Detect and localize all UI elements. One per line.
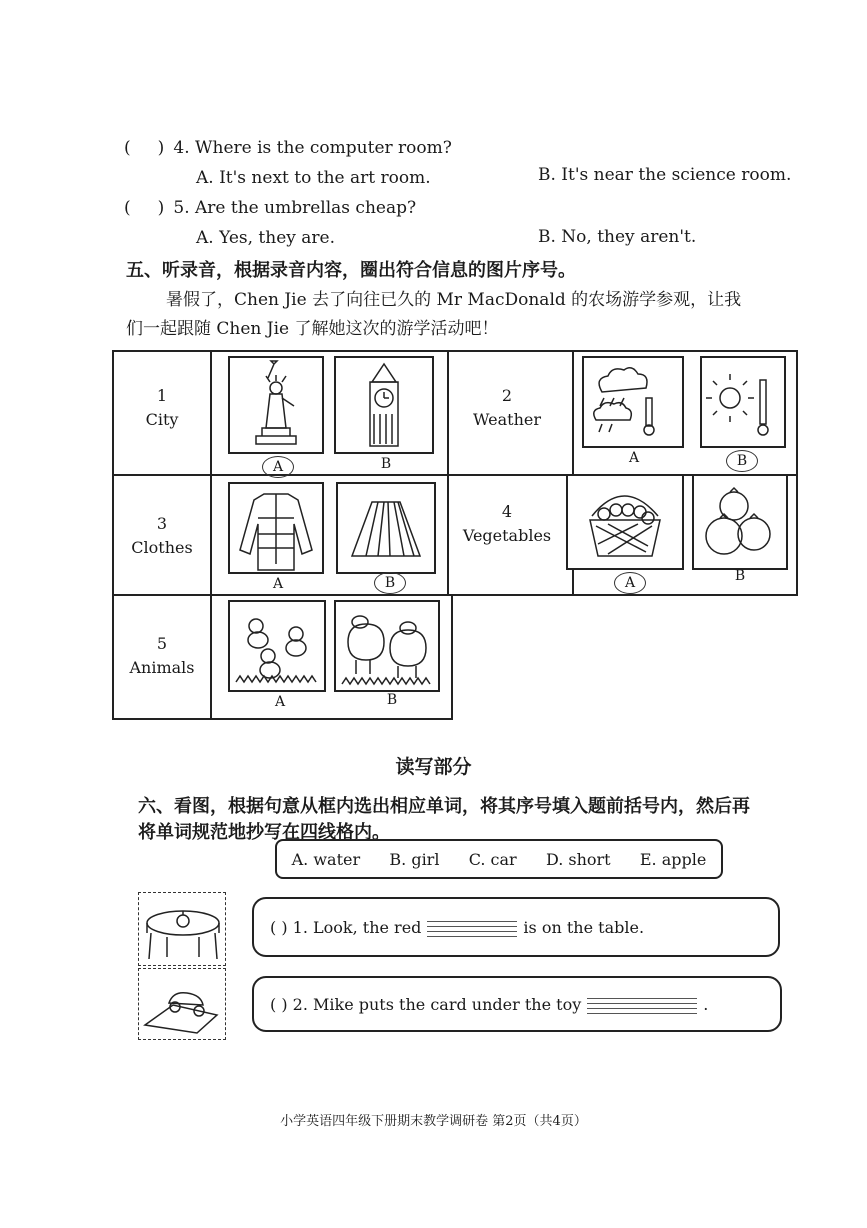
sentence-1 (252, 897, 780, 957)
statue-of-liberty-icon[interactable] (228, 356, 324, 454)
option-a[interactable]: A (628, 450, 640, 466)
four-line-grid[interactable] (427, 917, 517, 937)
option-b-circled[interactable]: B (380, 572, 400, 594)
section6-heading: 六、看图，根据句意从框内选出相应单词，将其序号填入题前括号内，然后再 (138, 796, 750, 817)
sentence-text: is on the table. (523, 917, 645, 937)
section5-intro-2: 们一起跟随 Chen Jie 了解她这次的游学活动吧！ (126, 319, 499, 339)
option-a-circled[interactable]: A (268, 456, 288, 478)
item-label-clothes: 3 Clothes (131, 514, 193, 557)
answer-paren[interactable]: ( ) 1. Look, the red (270, 917, 422, 937)
item-label-weather: 2 Weather (473, 386, 541, 429)
question-text: 5. Are the umbrellas cheap? (173, 198, 417, 218)
sentence-2 (252, 976, 782, 1032)
sunny-hot-icon[interactable] (700, 356, 786, 448)
answer-paren[interactable]: ( ) (124, 138, 165, 158)
answer-paren[interactable]: ( ) (124, 198, 165, 218)
option-a[interactable]: A (274, 694, 286, 710)
section5-heading: 五、听录音，根据录音内容，圈出符合信息的图片序号。 (126, 260, 576, 281)
rainy-cold-icon[interactable] (582, 356, 684, 448)
word-option: D. short (545, 849, 611, 869)
option-a[interactable]: A (272, 576, 284, 592)
sentence-text: . (703, 994, 709, 1014)
section5-intro: 暑假了，Chen Jie 去了向往已久的 Mr MacDonald 的农场游学参观，让我 (166, 290, 742, 310)
item-label-vegetables: 4 Vegetables (462, 502, 552, 545)
word-option: C. car (468, 849, 517, 869)
picture-grid (112, 350, 798, 720)
option-b: B. No, they aren't. (538, 227, 697, 247)
word-option: A. water (291, 849, 361, 869)
sheep-icon[interactable] (334, 600, 440, 692)
question-text: 4. Where is the computer room? (173, 138, 452, 158)
four-line-grid[interactable] (587, 994, 697, 1014)
coat-icon[interactable] (228, 482, 324, 574)
question-5 (124, 198, 416, 218)
chicks-icon[interactable] (228, 600, 326, 692)
question-4 (124, 138, 452, 158)
word-option: E. apple (639, 849, 707, 869)
big-ben-icon[interactable] (334, 356, 434, 454)
item-label-city: 1 City (145, 386, 179, 429)
option-b[interactable]: B (734, 568, 746, 584)
toy-car-icon (138, 968, 226, 1040)
section-title: 读写部分 (395, 756, 472, 778)
skirt-icon[interactable] (336, 482, 436, 574)
word-option: B. girl (389, 849, 440, 869)
option-a-circled[interactable]: A (620, 572, 640, 594)
apple-table-icon (138, 892, 226, 966)
item-label-animals: 5 Animals (129, 634, 195, 677)
option-b[interactable]: B (380, 456, 392, 472)
page-footer: 小学英语四年级下册期末教学调研卷 第2页（共4页） (280, 1114, 587, 1129)
section6-heading-2: 将单词规范地抄写在四线格内。 (138, 822, 390, 843)
word-bank (275, 839, 723, 879)
option-b: B. It's near the science room. (538, 165, 792, 185)
potato-basket-icon[interactable] (566, 474, 684, 570)
option-b[interactable]: B (386, 692, 398, 708)
answer-paren[interactable]: ( ) 2. Mike puts the card under the toy (270, 994, 582, 1014)
tomatoes-icon[interactable] (692, 474, 788, 570)
option-a: A. It's next to the art room. (196, 168, 431, 188)
option-b-circled[interactable]: B (732, 450, 752, 472)
option-a: A. Yes, they are. (196, 228, 335, 248)
